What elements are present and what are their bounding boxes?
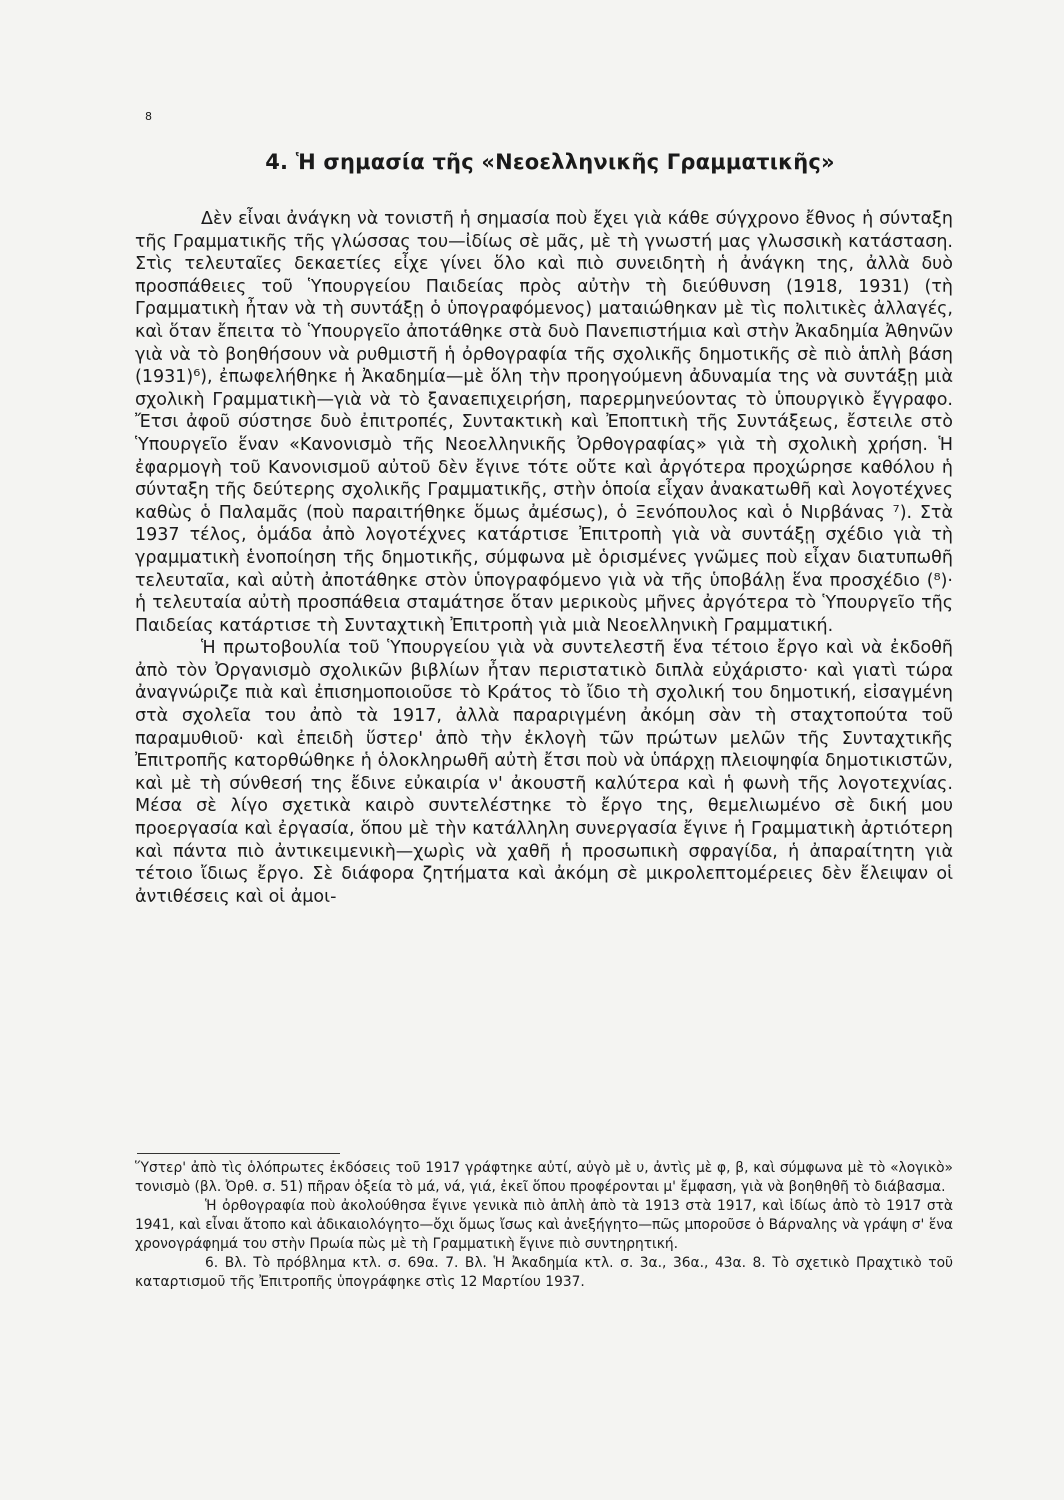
footnote-references: 6. Βλ. Τὸ πρόβλημα κτλ. σ. 69α. 7. Βλ. Ἡ Ἀκαδημία κτλ. σ. 3α., 36α., 43α. 8. Τὸ σχετικὸ Πραχτικὸ τοῦ καταρτισμοῦ τῆς Ἐπιτροπῆς ὑπογράφηκε στὶς 12 Μαρτίου 1937. xyxy=(135,1255,953,1290)
footnotes xyxy=(135,1159,953,1292)
footnote-separator xyxy=(137,1153,340,1154)
paragraph: Ἡ πρωτοβουλία τοῦ Ὑπουργείου γιὰ νὰ συντελεστῆ ἕνα τέτοιο ἔργο καὶ νὰ ἐκδοθῆ ἀπὸ τὸν Ὀργανισμὸ σχολικῶν βιβλίων ἦταν περιστατικὸ διπλὰ εὐχάριστο· καὶ γιατὶ τώρα ἀναγνώριζε πιὰ καὶ ἐπισημοποιοῦσε τὸ Κράτος τὸ ἴδιο τὴ σχολική του δημοτική, εἰσαγμένη στὰ σχολεῖα του ἀπὸ τὰ 1917, ἀλλὰ παραριγμένη ἀκόμη σὰν τὴ σταχτοπούτα τοῦ παραμυθιοῦ· καὶ ἐπειδὴ ὕστερ' ἀπὸ τὴν ἐκλογὴ τῶν πρώτων μελῶν τῆς Συνταχτικῆς Ἐπιτροπῆς κατορθώθηκε ἡ ὁλοκληρωθῆ αὐτὴ ἔτσι ποὺ νὰ ὑπάρχῃ πλειοψηφία δημοτικιστῶν, καὶ μὲ τὴ σύνθεσή της ἔδινε εὐκαιρία ν' ἀκουστῆ καλύτερα καὶ ἡ φωνὴ τῆς λογοτεχνίας. Μέσα σὲ λίγο σχετικὰ καιρὸ συντελέστηκε τὸ ἔργο της, θεμελιωμένο σὲ δική μου προεργασία καὶ ἐργασία, ὅπου μὲ τὴν κατάλληλη συνεργασία ἔγινε ἡ Γραμματικὴ ἀρτιότερη καὶ πάντα πιὸ ἀντικειμενικὴ—χωρὶς νὰ χαθῆ ἡ προσωπικὴ σφραγίδα, ἡ ἀπαραίτητη γιὰ τέτοιο ἴδιως ἔργο. Σὲ διάφορα ζητήματα καὶ ἀκόμη σὲ μικρολεπτομέρειες δὲν ἔλειψαν οἱ ἀντιθέσεις καὶ οἱ ἀμοι- xyxy=(135,638,953,907)
footnote: Ἡ ὀρθογραφία ποὺ ἀκολούθησα ἔγινε γενικὰ πιὸ ἁπλὴ ἀπὸ τὰ 1913 στὰ 1917, καὶ ἰδίως ἀπὸ τὸ 1917 στὰ 1941, καὶ εἶναι ἄτοπο καὶ ἀδικαιολόγητο—ὄχι ὅμως ἴσως καὶ ἀνεξήγητο—πῶς μποροῦσε ὁ Βάρναλης νὰ γράψη σ' ἕνα χρονογράφημά του στὴν Πρωία πὼς μὲ τὴ Γραμματικὴ ἔγινε πιὸ συντηρητική. xyxy=(135,1198,953,1252)
section-title: 4. Ἡ σημασία τῆς «Νεοελληνικῆς Γραμματικῆς» xyxy=(265,150,835,174)
body-text xyxy=(135,208,953,908)
page-number: 8 xyxy=(145,110,152,123)
footnote: Ὕστερ' ἀπὸ τὶς ὁλόπρωτες ἐκδόσεις τοῦ 1917 γράφτηκε αὐτί, αὐγὸ μὲ υ, ἀντὶς μὲ φ, β, καὶ σύμφωνα μὲ τὸ «λογικὸ» τονισμὸ (βλ. Ὀρθ. σ. 51) πῆραν ὀξεία τὸ μά, νά, γιά, ἐκεῖ ὅπου προφέρονται μ' ἔμφαση, γιὰ νὰ βοηθηθῆ τὸ διάβασμα. xyxy=(135,1160,953,1195)
paragraph: Δὲν εἶναι ἀνάγκη νὰ τονιστῆ ἡ σημασία ποὺ ἔχει γιὰ κάθε σύγχρονο ἔθνος ἡ σύνταξη τῆς Γραμματικῆς τῆς γλώσσας του—ἰδίως σὲ μᾶς, μὲ τὴ γνωστή μας γλωσσικὴ κατάσταση. Στὶς τελευταῖες δεκαετίες εἶχε γίνει ὅλο καὶ πιὸ συνειδητὴ ἡ ἀνάγκη της, ἀλλὰ δυὸ προσπάθειες τοῦ Ὑπουργείου Παιδείας πρὸς αὐτὴν τὴ διεύθυνση (1918, 1931) (τὴ Γραμματικὴ ἦταν νὰ τὴ συντάξῃ ὁ ὑπογραφόμενος) ματαιώθηκαν μὲ τὶς πολιτικὲς ἀλλαγές, καὶ ὅταν ἔπειτα τὸ Ὑπουργεῖο ἀποτάθηκε στὰ δυὸ Πανεπιστήμια καὶ στὴν Ἀκαδημία Ἀθηνῶν γιὰ νὰ τὸ βοηθήσουν νὰ ρυθμιστῆ ἡ ὀρθογραφία τῆς σχολικῆς δημοτικῆς σὲ πιὸ ἁπλὴ βάση (1931)⁶), ἐπωφελήθηκε ἡ Ἀκαδημία—μὲ ὅλη τὴν προηγούμενη ἀδυναμία της νὰ συντάξῃ μιὰ σχολικὴ Γραμματικὴ—γιὰ νὰ τὸ ξαναεπιχειρήση, παρερμηνεύοντας τὸ ὑπουργικὸ ἔγγραφο. Ἔτσι ἀφοῦ σύστησε δυὸ ἐπιτροπές, Συντακτικὴ καὶ Ἐποπτικὴ τῆς Συντάξεως, ἔστειλε στὸ Ὑπουργεῖο ἕναν «Κανονισμὸ τῆς Νεοελληνικῆς Ὀρθογραφίας» γιὰ τὴ σχολικὴ χρήση. Ἡ ἐφαρμογὴ τοῦ Κανονισμοῦ αὐτοῦ δὲν ἔγινε τότε οὔτε καὶ ἀργότερα προχώρησε καθόλου ἡ σύνταξη τῆς δεύτερης σχολικῆς Γραμματικῆς, στὴν ὁποία εἶχαν ἀνακατωθῆ καὶ λογοτέχνες καθὼς ὁ Παλαμᾶς (ποὺ παραιτήθηκε ὅμως ἀμέσως), ὁ Ξενόπουλος καὶ ὁ Νιρβάνας ⁷). Στὰ 1937 τέλος, ὁμάδα ἀπὸ λογοτέχνες κατάρτισε Ἐπιτροπὴ γιὰ νὰ συντάξῃ σχέδιο γιὰ τὴ γραμματικὴ ἑνοποίηση τῆς δημοτικῆς, σύμφωνα μὲ ὁρισμένες γνῶμες ποὺ εἶχαν διατυπωθῆ τελευταῖα, καὶ αὐτὴ ἀποτάθηκε στὸν ὑπογραφόμενο γιὰ νὰ τῆς ὑποβάλῃ ἕνα προσχέδιο (⁸)· ἡ τελευταία αὐτὴ προσπάθεια σταμάτησε ὅταν μερικοὺς μῆνες ἀργότερα τὸ Ὑπουργεῖο τῆς Παιδείας κατάρτισε τὴ Συνταχτικὴ Ἐπιτροπὴ γιὰ μιὰ Νεοελληνικὴ Γραμματική. xyxy=(135,209,953,636)
